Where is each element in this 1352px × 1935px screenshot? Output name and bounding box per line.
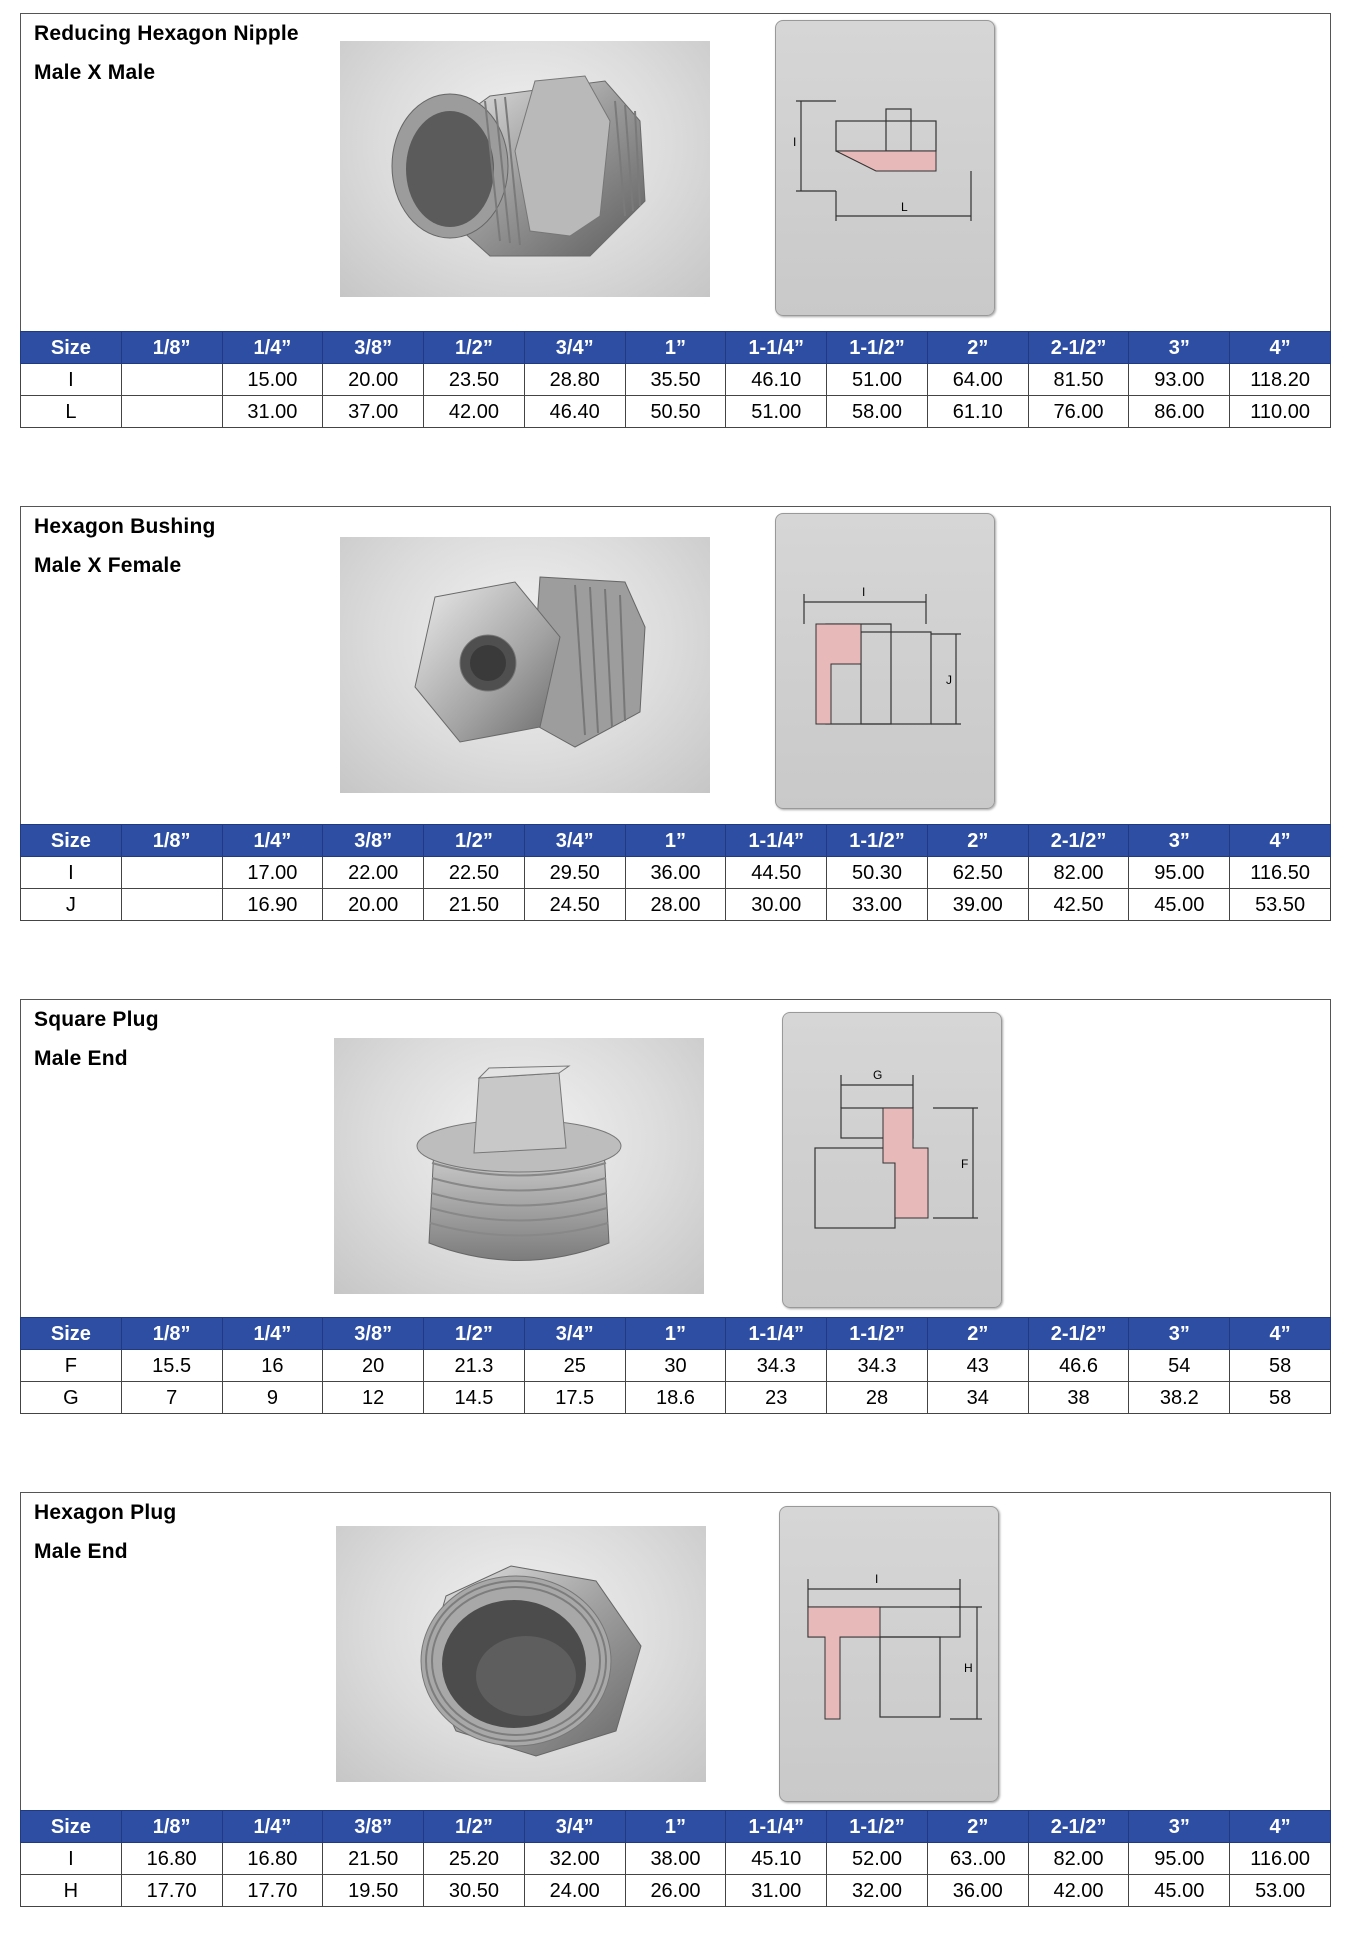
table-cell: 33.00	[827, 889, 928, 921]
row-label: H	[21, 1875, 122, 1907]
header-cell: 1-1/2”	[827, 332, 928, 364]
header-cell: 3/8”	[323, 332, 424, 364]
header-cell: 1-1/4”	[726, 1811, 827, 1843]
table-cell: 21.50	[424, 889, 525, 921]
table-cell: 19.50	[323, 1875, 424, 1907]
table-cell: 15.00	[222, 364, 323, 396]
header-cell: 2-1/2”	[1028, 1811, 1129, 1843]
table-cell: 46.40	[524, 396, 625, 428]
table-cell: 51.00	[726, 396, 827, 428]
product-card	[20, 506, 1331, 826]
table-cell: 28.80	[524, 364, 625, 396]
table-cell: 82.00	[1028, 857, 1129, 889]
table-cell: 63..00	[927, 1843, 1028, 1875]
dimension-label: I	[875, 1572, 879, 1586]
table-cell: 32.00	[524, 1843, 625, 1875]
table-cell: 64.00	[927, 364, 1028, 396]
hexagon-plug-image	[336, 1526, 706, 1782]
table-cell: 38.2	[1129, 1382, 1230, 1414]
header-cell: 2”	[927, 825, 1028, 857]
table-cell: 30.50	[424, 1875, 525, 1907]
table-cell: 30	[625, 1350, 726, 1382]
table-cell: 20	[323, 1350, 424, 1382]
row-label: I	[21, 857, 122, 889]
dimension-label: I	[793, 135, 797, 149]
header-cell: 4”	[1230, 1811, 1331, 1843]
table-cell: 12	[323, 1382, 424, 1414]
header-cell: 1-1/2”	[827, 1811, 928, 1843]
header-cell: 3/4”	[524, 1811, 625, 1843]
header-cell: 2”	[927, 332, 1028, 364]
table-cell: 7	[121, 1382, 222, 1414]
table-cell: 20.00	[323, 364, 424, 396]
table-cell: 44.50	[726, 857, 827, 889]
table-cell: 18.6	[625, 1382, 726, 1414]
table-cell: 16.80	[222, 1843, 323, 1875]
dimension-table	[20, 1317, 1331, 1414]
table-cell: 39.00	[927, 889, 1028, 921]
table-row	[21, 889, 1331, 921]
table-cell: 95.00	[1129, 857, 1230, 889]
header-cell: 1/8”	[121, 1318, 222, 1350]
table-cell: 37.00	[323, 396, 424, 428]
table-cell: 35.50	[625, 364, 726, 396]
header-cell: 3”	[1129, 332, 1230, 364]
table-cell: 20.00	[323, 889, 424, 921]
header-cell: 3/4”	[524, 825, 625, 857]
nipple-technical-drawing	[776, 21, 994, 315]
header-cell: 1/4”	[222, 825, 323, 857]
row-label: F	[21, 1350, 122, 1382]
row-label: G	[21, 1382, 122, 1414]
table-row	[21, 396, 1331, 428]
table-cell: 118.20	[1230, 364, 1331, 396]
table-cell	[121, 364, 222, 396]
table-cell: 17.70	[121, 1875, 222, 1907]
row-label: I	[21, 1843, 122, 1875]
header-cell: Size	[21, 1811, 122, 1843]
product-subtitle: Male End	[34, 1540, 128, 1563]
header-cell: 4”	[1230, 825, 1331, 857]
header-cell: 1/2”	[424, 1811, 525, 1843]
table-cell: 16.90	[222, 889, 323, 921]
table-cell: 17.70	[222, 1875, 323, 1907]
table-header-row	[21, 1318, 1331, 1350]
table-cell: 45.00	[1129, 1875, 1230, 1907]
square-plug-image	[334, 1038, 704, 1294]
table-cell: 82.00	[1028, 1843, 1129, 1875]
product-title: Hexagon Plug	[34, 1501, 177, 1524]
product-card	[20, 13, 1331, 333]
product-photo	[340, 41, 710, 297]
product-subtitle: Male End	[34, 1047, 128, 1070]
table-cell: 25.20	[424, 1843, 525, 1875]
table-cell: 26.00	[625, 1875, 726, 1907]
dimension-label: G	[873, 1068, 883, 1082]
table-cell: 53.50	[1230, 889, 1331, 921]
row-label: I	[21, 364, 122, 396]
header-cell: 1”	[625, 825, 726, 857]
table-cell: 62.50	[927, 857, 1028, 889]
table-row	[21, 857, 1331, 889]
table-header-row	[21, 825, 1331, 857]
header-cell: 3/8”	[323, 1811, 424, 1843]
table-cell: 22.00	[323, 857, 424, 889]
table-row	[21, 364, 1331, 396]
table-cell: 34.3	[827, 1350, 928, 1382]
product-title: Square Plug	[34, 1008, 159, 1031]
table-cell: 32.00	[827, 1875, 928, 1907]
dimension-label: I	[862, 585, 866, 599]
reducing-hexagon-nipple-image	[340, 41, 710, 297]
header-cell: 1/2”	[424, 1318, 525, 1350]
row-label: L	[21, 396, 122, 428]
table-cell: 16.80	[121, 1843, 222, 1875]
table-cell: 29.50	[524, 857, 625, 889]
table-cell: 31.00	[222, 396, 323, 428]
header-cell: 2-1/2”	[1028, 1318, 1129, 1350]
table-cell: 25	[524, 1350, 625, 1382]
header-cell: Size	[21, 825, 122, 857]
table-cell: 93.00	[1129, 364, 1230, 396]
row-label: J	[21, 889, 122, 921]
product-card	[20, 1492, 1331, 1812]
header-cell: 2-1/2”	[1028, 332, 1129, 364]
header-cell: 2”	[927, 1318, 1028, 1350]
table-cell: 43	[927, 1350, 1028, 1382]
table-row	[21, 1382, 1331, 1414]
header-cell: 3”	[1129, 825, 1230, 857]
header-cell: 3/8”	[323, 1318, 424, 1350]
table-cell: 58.00	[827, 396, 928, 428]
table-cell: 61.10	[927, 396, 1028, 428]
table-cell: 110.00	[1230, 396, 1331, 428]
table-cell: 51.00	[827, 364, 928, 396]
header-cell: 3/8”	[323, 825, 424, 857]
dimension-drawing	[782, 1012, 1002, 1308]
table-cell: 36.00	[927, 1875, 1028, 1907]
table-header-row	[21, 332, 1331, 364]
dimension-label: L	[901, 200, 908, 214]
hexagon-plug-technical-drawing	[780, 1507, 998, 1801]
table-cell: 14.5	[424, 1382, 525, 1414]
table-cell: 21.50	[323, 1843, 424, 1875]
header-cell: 1/4”	[222, 1318, 323, 1350]
table-cell: 31.00	[726, 1875, 827, 1907]
table-cell: 28.00	[625, 889, 726, 921]
header-cell: 1-1/4”	[726, 332, 827, 364]
table-cell: 42.00	[1028, 1875, 1129, 1907]
dimension-drawing	[775, 513, 995, 809]
header-cell: 1/8”	[121, 1811, 222, 1843]
header-cell: 1”	[625, 1318, 726, 1350]
table-cell: 17.5	[524, 1382, 625, 1414]
header-cell: 1”	[625, 1811, 726, 1843]
table-cell: 76.00	[1028, 396, 1129, 428]
table-cell: 58	[1230, 1350, 1331, 1382]
header-cell: 1/8”	[121, 825, 222, 857]
product-title: Reducing Hexagon Nipple	[34, 22, 299, 45]
header-cell: 2-1/2”	[1028, 825, 1129, 857]
header-cell: 3/4”	[524, 332, 625, 364]
product-photo	[336, 1526, 706, 1782]
table-cell	[121, 857, 222, 889]
table-cell: 46.6	[1028, 1350, 1129, 1382]
table-cell: 30.00	[726, 889, 827, 921]
table-cell	[121, 396, 222, 428]
dimension-label: J	[946, 673, 952, 687]
table-header-row	[21, 1811, 1331, 1843]
header-cell: Size	[21, 1318, 122, 1350]
table-cell: 52.00	[827, 1843, 928, 1875]
table-cell: 34.3	[726, 1350, 827, 1382]
table-cell: 42.00	[424, 396, 525, 428]
dimension-label: H	[964, 1661, 973, 1675]
table-cell: 24.50	[524, 889, 625, 921]
table-cell: 50.50	[625, 396, 726, 428]
dimension-label: F	[961, 1157, 969, 1171]
product-card	[20, 999, 1331, 1319]
header-cell: Size	[21, 332, 122, 364]
table-cell: 16	[222, 1350, 323, 1382]
table-cell: 50.30	[827, 857, 928, 889]
dimension-table	[20, 331, 1331, 428]
table-cell: 81.50	[1028, 364, 1129, 396]
dimension-drawing	[779, 1506, 999, 1802]
product-photo	[340, 537, 710, 793]
product-subtitle: Male X Female	[34, 554, 182, 577]
dimension-table	[20, 824, 1331, 921]
header-cell: 1/8”	[121, 332, 222, 364]
dimension-drawing	[775, 20, 995, 316]
table-cell: 116.50	[1230, 857, 1331, 889]
table-cell: 95.00	[1129, 1843, 1230, 1875]
table-cell	[121, 889, 222, 921]
table-cell: 45.10	[726, 1843, 827, 1875]
header-cell: 3/4”	[524, 1318, 625, 1350]
table-cell: 116.00	[1230, 1843, 1331, 1875]
table-cell: 15.5	[121, 1350, 222, 1382]
table-row	[21, 1350, 1331, 1382]
bushing-technical-drawing	[776, 514, 994, 808]
header-cell: 1/2”	[424, 825, 525, 857]
header-cell: 3”	[1129, 1318, 1230, 1350]
header-cell: 1/2”	[424, 332, 525, 364]
table-cell: 38.00	[625, 1843, 726, 1875]
header-cell: 1-1/4”	[726, 1318, 827, 1350]
hexagon-bushing-image	[340, 537, 710, 793]
square-plug-technical-drawing	[783, 1013, 1001, 1307]
table-cell: 17.00	[222, 857, 323, 889]
table-cell: 42.50	[1028, 889, 1129, 921]
table-cell: 21.3	[424, 1350, 525, 1382]
dimension-table	[20, 1810, 1331, 1907]
header-cell: 1/4”	[222, 332, 323, 364]
table-cell: 24.00	[524, 1875, 625, 1907]
header-cell: 1-1/2”	[827, 825, 928, 857]
header-cell: 2”	[927, 1811, 1028, 1843]
table-cell: 28	[827, 1382, 928, 1414]
table-cell: 36.00	[625, 857, 726, 889]
header-cell: 4”	[1230, 1318, 1331, 1350]
product-subtitle: Male X Male	[34, 61, 156, 84]
table-cell: 86.00	[1129, 396, 1230, 428]
table-cell: 45.00	[1129, 889, 1230, 921]
product-photo	[334, 1038, 704, 1294]
table-row	[21, 1875, 1331, 1907]
header-cell: 1-1/4”	[726, 825, 827, 857]
table-cell: 38	[1028, 1382, 1129, 1414]
table-cell: 58	[1230, 1382, 1331, 1414]
table-cell: 22.50	[424, 857, 525, 889]
table-cell: 54	[1129, 1350, 1230, 1382]
table-cell: 23.50	[424, 364, 525, 396]
table-cell: 9	[222, 1382, 323, 1414]
header-cell: 1”	[625, 332, 726, 364]
table-cell: 34	[927, 1382, 1028, 1414]
header-cell: 4”	[1230, 332, 1331, 364]
table-cell: 53.00	[1230, 1875, 1331, 1907]
table-cell: 46.10	[726, 364, 827, 396]
product-title: Hexagon Bushing	[34, 515, 216, 538]
header-cell: 1-1/2”	[827, 1318, 928, 1350]
table-cell: 23	[726, 1382, 827, 1414]
header-cell: 1/4”	[222, 1811, 323, 1843]
header-cell: 3”	[1129, 1811, 1230, 1843]
table-row	[21, 1843, 1331, 1875]
